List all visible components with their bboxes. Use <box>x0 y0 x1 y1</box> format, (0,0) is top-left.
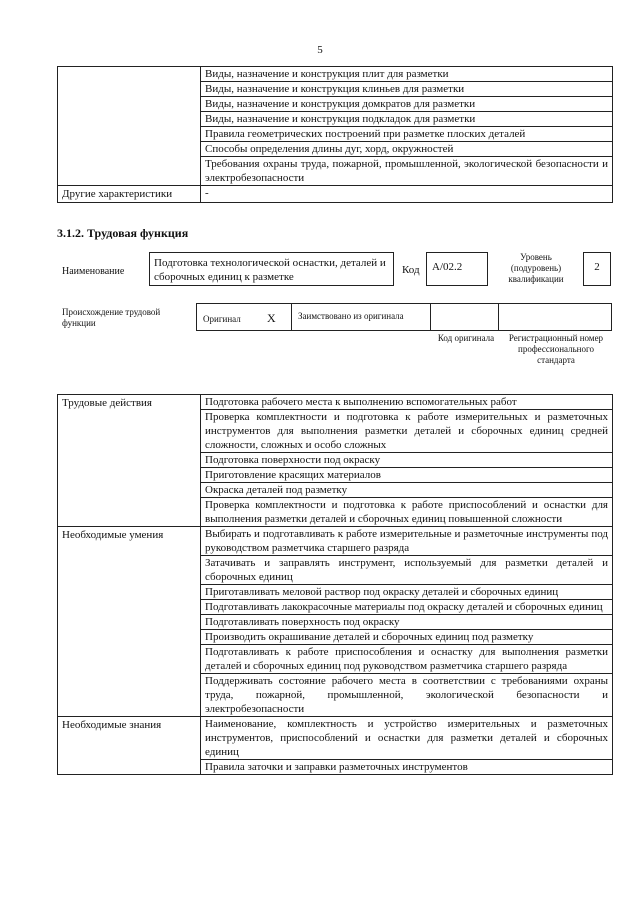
knowledge-label: Необходимые знания <box>58 717 201 775</box>
table-cell: Затачивать и заправлять инструмент, используемый для разметки деталей и сборочных единиц <box>201 556 613 585</box>
borrowed-cell <box>291 303 431 331</box>
page-number: 5 <box>317 44 323 56</box>
table-cell: Выбирать и подготавливать к работе измерительные и разметочные инструменты под руководством разметчика старшего разряда <box>201 527 613 556</box>
actions-label: Трудовые действия <box>58 395 201 527</box>
table-cell: Приготавливать меловой раствор под окраску деталей и сборочных единиц <box>201 585 613 600</box>
table-cell: Проверка комплектности и подготовка к работе измерительных и разметочных инструментов для выполнения разметки деталей и сборочных единиц средней сложности, сложных и особо сложных <box>201 410 613 453</box>
other-characteristics-value: - <box>201 186 613 203</box>
table-cell: Подготавливать лакокрасочные материалы под окраску деталей и сборочных единиц <box>201 600 613 615</box>
code-original-caption: Код оригинала <box>437 333 495 343</box>
registration-number-cell <box>498 303 612 331</box>
table-cell: Подготовка рабочего места к выполнению вспомогательных работ <box>201 395 613 410</box>
knowledge-continuation-table <box>57 66 613 203</box>
name-label: Наименование <box>62 266 125 277</box>
table-cell: Поддерживать состояние рабочего места в соответствии с требованиями охраны труда, пожарной, промышленной, экологической безопасности и электробезопасности <box>201 674 613 717</box>
skills-label: Необходимые умения <box>58 527 201 717</box>
table-cell: Виды, назначение и конструкция клиньев для разметки <box>201 82 613 97</box>
table-cell: Виды, назначение и конструкция плит для разметки <box>201 67 613 82</box>
labor-function-table <box>57 394 613 775</box>
table-cell: Производить окрашивание деталей и сборочных единиц под разметку <box>201 630 613 645</box>
table-cell: Правила геометрических построений при разметке плоских деталей <box>201 127 613 142</box>
code-original-cell <box>430 303 499 331</box>
original-cell <box>196 303 292 331</box>
original-label: Оригинал <box>203 314 241 324</box>
level-value-box: 2 <box>583 252 611 286</box>
registration-caption: Регистрационный номер профессионального стандарта <box>508 333 604 365</box>
origin-label: Происхождение трудовой функции <box>62 307 161 328</box>
table-row <box>58 527 613 556</box>
table-cell: Проверка комплектности и подготовка к работе приспособлений и оснастки для выполнения разметки деталей и сборочных единиц повышенной сложности <box>201 498 613 527</box>
level-label: Уровень (подуровень) квалификации <box>508 252 564 284</box>
table-row <box>58 395 613 410</box>
borrowed-label: Заимствовано из оригинала <box>298 311 404 321</box>
table-cell: Подготовка поверхности под окраску <box>201 453 613 468</box>
original-mark: X <box>267 311 276 325</box>
section-heading: 3.1.2. Трудовая функция <box>57 226 189 240</box>
table-cell: Виды, назначение и конструкция подкладок для разметки <box>201 112 613 127</box>
table-cell: Подготавливать поверхность под окраску <box>201 615 613 630</box>
table-cell: Способы определения длины дуг, хорд, окружностей <box>201 142 613 157</box>
function-code-box: A/02.2 <box>426 252 488 286</box>
table-row <box>58 67 613 82</box>
code-label: Код <box>402 264 420 276</box>
table-cell: Наименование, комплектность и устройство измерительных и разметочных инструментов, приспособлений и оснастки для разметки деталей и сборочных единиц <box>201 717 613 760</box>
table-cell: Окраска деталей под разметку <box>201 483 613 498</box>
function-name-box: Подготовка технологической оснастки, деталей и сборочных единиц к разметке <box>149 252 394 286</box>
table-cell: Подготавливать к работе приспособления и оснастку для выполнения разметки деталей и сборочных единиц под руководством разметчика старшего разряда <box>201 645 613 674</box>
table-cell: Правила заточки и заправки разметочных инструментов <box>201 760 613 775</box>
row-label-cell <box>58 67 201 186</box>
other-characteristics-label: Другие характеристики <box>58 186 201 203</box>
table-row <box>58 186 613 203</box>
table-row <box>58 717 613 760</box>
table-cell: Виды, назначение и конструкция домкратов для разметки <box>201 97 613 112</box>
table-cell: Требования охраны труда, пожарной, промышленной, экологической безопасности и электробезопасности <box>201 157 613 186</box>
table-cell: Приготовление красящих материалов <box>201 468 613 483</box>
